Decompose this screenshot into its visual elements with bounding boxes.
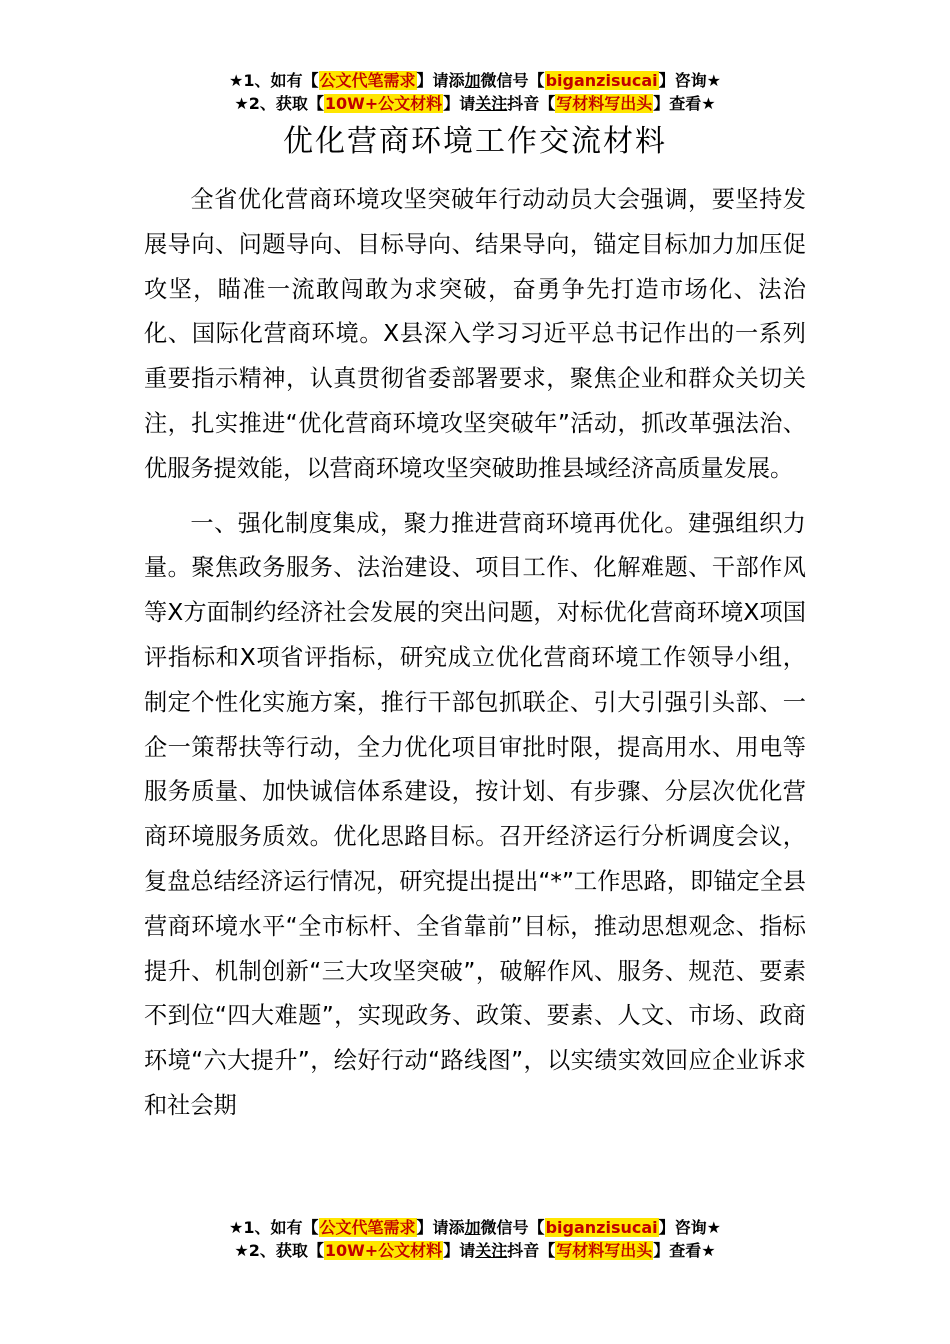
promo-line-1	[0, 1216, 950, 1239]
douyin-account: 写材料写出头	[556, 94, 653, 113]
promo-text: 】请	[443, 94, 476, 113]
underlined-text: 加	[464, 1218, 481, 1237]
promo-text: 】查看★	[653, 1241, 716, 1260]
promo-text: ★2、获取【	[234, 94, 324, 113]
underlined-text: 关注	[475, 1241, 508, 1260]
promo-banner-top	[0, 69, 950, 115]
highlight-text: 10W+公文材料	[324, 94, 443, 113]
promo-text: ★1、如有【	[229, 71, 319, 90]
highlight-text: 公文代笔需求	[319, 1218, 416, 1237]
document-body	[144, 178, 806, 1129]
wechat-id: biganzisucai	[545, 1218, 658, 1237]
paragraph-intro: 全省优化营商环境攻坚突破年行动动员大会强调，要坚持发展导向、问题导向、目标导向、结果导向，锚定目标加力加压促攻坚，瞄准一流敢闯敢为求突破，奋勇争先打造市场化、法治化、国际化营商环境。X县深入学习习近平总书记作出的一系列重要指示精神，认真贯彻省委部署要求，聚焦企业和群众关切关注，扎实推进“优化营商环境攻坚突破年”活动，抓改革强法治、优服务提效能，以营商环境攻坚突破助推县域经济高质量发展。	[144, 186, 806, 482]
promo-text: 抖音【	[507, 1241, 556, 1260]
promo-line-2	[0, 1239, 950, 1262]
document-title: 优化营商环境工作交流材料	[283, 124, 667, 159]
promo-banner-bottom	[0, 1216, 950, 1262]
paragraph-section-1: 一、强化制度集成，聚力推进营商环境再优化。建强组织力量。聚焦政务服务、法治建设、项目工作、化解难题、干部作风等X方面制约经济社会发展的突出问题，对标优化营商环境X项国评指标和X项省评指标，研究成立优化营商环境工作领导小组，制定个性化实施方案，推行干部包抓联企、引大引强引头部、一企一策帮扶等行动，全力优化项目审批时限，提高用水、用电等服务质量、加快诚信体系建设，按计划、有步骤、分层次优化营商环境服务质效。优化思路目标。召开经济运行分析调度会议，复盘总结经济运行情况，研究提出提出“*”工作思路，即锚定全县营商环境水平“全市标杆、全省靠前”目标，推动思想观念、指标提升、机制创新“三大攻坚突破”，破解作风、服务、规范、要素不到位“四大难题”，实现政务、政策、要素、人文、市场、政商环境“六大提升”，绘好行动“路线图”，以实绩实效回应企业诉求和社会期	[144, 509, 806, 1119]
highlight-text: 10W+公文材料	[324, 1241, 443, 1260]
promo-line-1	[0, 69, 950, 92]
promo-text: 】请添	[416, 71, 465, 90]
promo-text: 抖音【	[507, 94, 556, 113]
underlined-text: 加	[464, 71, 481, 90]
promo-text: ★1、如有【	[229, 1218, 319, 1237]
promo-text: 】请	[443, 1241, 476, 1260]
promo-line-2	[0, 92, 950, 115]
douyin-account: 写材料写出头	[556, 1241, 653, 1260]
highlight-text: 公文代笔需求	[319, 71, 416, 90]
underlined-text: 关注	[475, 94, 508, 113]
promo-text: ★2、获取【	[234, 1241, 324, 1260]
promo-text: 】查看★	[653, 94, 716, 113]
promo-text: 微信号【	[480, 71, 545, 90]
promo-text: 】请添	[416, 1218, 465, 1237]
promo-text: 】咨询★	[658, 71, 721, 90]
promo-text: 】咨询★	[658, 1218, 721, 1237]
wechat-id: biganzisucai	[545, 71, 658, 90]
promo-text: 微信号【	[480, 1218, 545, 1237]
